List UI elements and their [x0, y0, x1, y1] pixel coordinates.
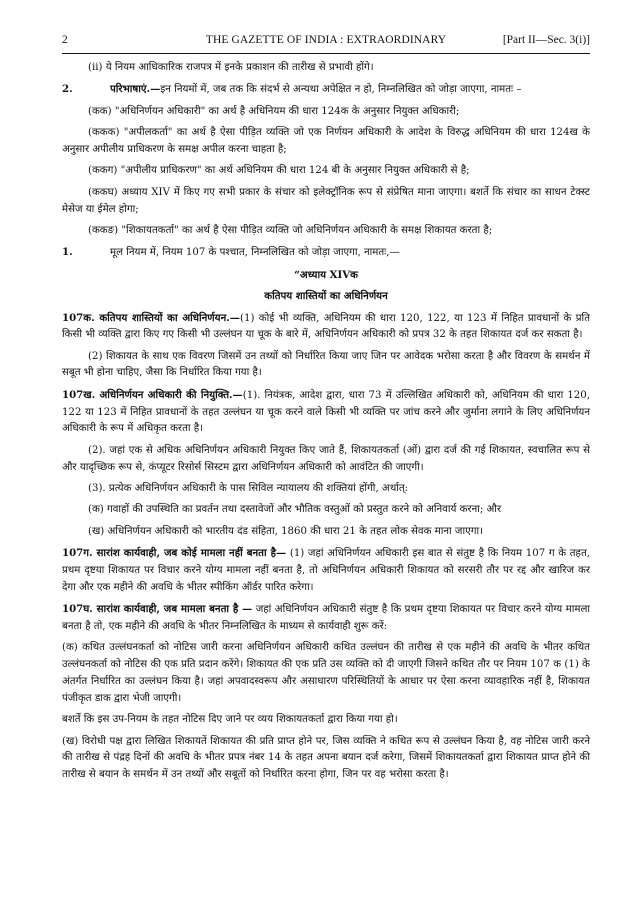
insertion-text: मूल नियम में, नियम 107 के पश्चात, निम्नलिखित को जोड़ा जाएगा, नामतः,—	[110, 247, 400, 259]
definition-kkg: (ककग) "अपीलीय प्राधिकरण" का अर्थ अधिनियम की धारा 124 बी के अनुसार नियुक्त अधिकारी से है;	[88, 165, 470, 177]
part-section-label: [Part II—Sec. 3(i)]	[502, 34, 590, 46]
rule-107gha-text: जहां अधिनिर्णयन अधिकारी संतुष्ट है कि प्रथम दृष्टया शिकायत पर विचार करने योग्य मामला बनता है तो, एक महीने की अवधि के भीतर निम्नलिखित के माध्यम से कार्यवाही शुरू करें:	[62, 604, 590, 632]
definition-kk: (कक) "अधिनिर्णयन अधिकारी" का अर्थ है अधिनियम की धारा 124क के अनुसार नियुक्त अधिकारी;	[88, 105, 460, 117]
gazette-title: THE GAZETTE OF INDIA : EXTRAORDINARY	[205, 34, 447, 46]
rule-107gha-ka: (क) कथित उल्लंघनकर्ता को नोटिस जारी करना अधिनिर्णयन अधिकारी कथित उल्लंघन की तारीख से एक महीने की अवधि के भीतर कथित उल्लंघनकर्ता को नोटिस की एक प्रति प्रदान करेंगे। शिकायत की एक प्रति उस व्यक्ति को दी जाएगी जिसने कथित तौर पर नियम 107 क (1) के अंतर्गत निर्धारित का उल्लंघन किया है। जहां अपवादस्वरूप और असाधारण परिस्थितियों के आधार पर ऐसा करना व्यावहारिक नहीं है, शिकायत पंजीकृत डाक द्वारा भेजी जाएगी।	[62, 642, 590, 704]
definition-kkng: (ककङ) "शिकायतकर्ता" का अर्थ है ऐसा पीड़ित व्यक्ति जो अधिनिर्णयन अधिकारी के समक्ष शिकायत करता है;	[88, 224, 493, 236]
rule-107gha-proviso: बशर्ते कि इस उप-नियम के तहत नोटिस दिए जाने पर व्यय शिकायतकर्ता द्वारा किया गया हो।	[62, 714, 398, 726]
rule-107kha-2: (2). जहां एक से अधिक अधिनिर्णयन अधिकारी नियुक्त किए जाते हैं, शिकायतकर्ता (ओं) द्वारा दर्ज की गई शिकायत, स्वचालित रूप से और यादृच्छिक रूप से, कंप्यूटर रिसोर्स सिस्टम द्वारा अधिनिर्णयन अधिकारी को आवंटित की जाएगी।	[62, 444, 590, 473]
rule-107kha-3: (3). प्रत्येक अधिनिर्णयन अधिकारी के पास सिविल न्यायालय की शक्तियां होंगी, अर्थात्:	[88, 483, 409, 495]
rule-107ka	[62, 310, 590, 345]
rule-107ga	[62, 545, 590, 596]
rule-107gha-kha: (ख) विरोधी पक्ष द्वारा लिखित शिकायतें शिकायत की प्रति प्राप्त होने पर, जिस व्यक्ति ने कथित रूप से उल्लंघन किया है, वह नोटिस जारी करने की तारीख से पंद्रह दिनों की अवधि के भीतर प्रपत्र नंबर 14 के तहत अपना बयान दर्ज करेगा, जिसमें शिकायतकर्ता द्वारा शिकायत प्राप्त होने की तारीख से बयान के समर्थन में उन तथ्यों और सबूतों को निर्धारित करना होगा, जिन पर वह भरोसा करता है।	[62, 735, 590, 781]
rule-107ga-heading: 107ग. सारांश कार्यवाही, जब कोई मामला नहीं बनता है—	[62, 547, 287, 560]
header-rule	[62, 53, 590, 54]
chapter-heading: “अध्याय XIVक	[294, 268, 358, 281]
rule-107kha-text: (1). नियंत्रक, आदेश द्वारा, धारा 73 में उल्लिखित अधिकारी को, अधिनियम की धारा 120, 122 या 123 में निहित प्रावधानों के तहत उल्लंघन या चूक करने वाले किसी भी व्यक्ति पर जांच करने और जुर्माना लगाने के लिए अधिनिर्णयन अधिकारी के रूप में अधिकृत करता है।	[62, 389, 590, 435]
rule-107gha-heading: 107घ. सारांश कार्यवाही, जब मामला बनता है —	[62, 603, 253, 616]
clause-ii: (ii) ये नियम आधिकारिक राजपत्र में इनके प्रकाशन की तारीख से प्रभावी होंगे।	[88, 62, 374, 73]
definition-kkgh: (ककघ) अध्याय XIV में किए गए सभी प्रकार के संचार को इलेक्ट्रॉनिक रूप से संप्रेषित माना जाएगा। बशर्ते कि संचार का साधन टेक्स्ट मेसेज या ईमेल होगा;	[62, 186, 590, 215]
definition-kkk: (ककक) "अपीलकर्ता" का अर्थ है ऐसा पीड़ित व्यक्ति जो एक निर्णयन अधिकारी के आदेश के विरुद्ध अधिनियम की धारा 124ख के अनुसार अपीलीय प्राधिकरण के समक्ष अपील करना चाहता है;	[62, 127, 590, 155]
section-heading: परिभाषाएं.—	[110, 83, 161, 96]
chapter-title: कतिपय शास्तियों का अधिनिर्णयन	[264, 290, 388, 303]
rule-107ka-text: (1) कोई भी व्यक्ति, अधिनियम की धारा 120, 122, या 123 में निहित प्रावधानों के प्रति किसी भी व्यक्ति द्वारा किए गए किसी भी उल्लंघन या चूक के बारे में, अधिनिर्णयन अधिकारी को प्रपत्र 32 के तहत शिकायत दर्ज कर सकता है।	[62, 312, 590, 341]
rule-107kha	[62, 387, 590, 438]
definitions-paragraph	[62, 81, 590, 99]
page-header	[62, 34, 590, 50]
rule-107gha	[62, 601, 590, 636]
rule-107kha-3-kha: (ख) अधिनिर्णयन अधिकारी को भारतीय दंड संहिता, 1860 की धारा 21 के तहत लोक सेवक माना जाएगा।	[88, 525, 483, 537]
item-number: 1.	[62, 246, 73, 259]
section-number: 2.	[62, 83, 73, 96]
page-number: 2	[62, 34, 68, 46]
rule-107ga-text: (1) जहां अधिनिर्णयन अधिकारी इस बात से संतुष्ट है कि नियम 107 ग के तहत, प्रथम दृष्टया शिकायत पर विचार करने योग्य मामला नहीं बनता है, तो अधिनिर्णयन अधिकारी शिकायत को सरसरी तौर पर रद्द और खारिज कर देगा और एक महीने की अवधि के भीतर स्पीकिंग ऑर्डर पारित करेगा।	[62, 548, 590, 593]
rule-107kha-heading: 107ख. अधिनिर्णयन अधिकारी की नियुक्ति.—	[62, 388, 243, 401]
rule-107kha-3-ka: (क) गवाहों की उपस्थिति का प्रवर्तन तथा दस्तावेजों और भौतिक वस्तुओं को प्रस्तुत करने को अनिवार्य करना; और	[88, 504, 502, 516]
insertion-paragraph	[62, 244, 590, 262]
section-text: इन नियमों में, जब तक कि संदर्भ से अन्यथा अपेक्षित न हो, निम्नलिखित को जोड़ा जाएगा, नामतः –	[160, 84, 522, 96]
rule-107ka-heading: 107क. कतिपय शास्तियों का अधिनिर्णयन.—	[62, 311, 240, 324]
gazette-page	[62, 34, 590, 789]
rule-107ka-2: (2) शिकायत के साथ एक विवरण जिसमें उन तथ्यों को निर्धारित किया जाए जिन पर आवेदक भरोसा करता है और विवरण के समर्थन में सबूत भी होना चाहिए, जैसा कि निर्धारित किया गया है।	[62, 350, 590, 379]
document-body	[62, 60, 590, 784]
